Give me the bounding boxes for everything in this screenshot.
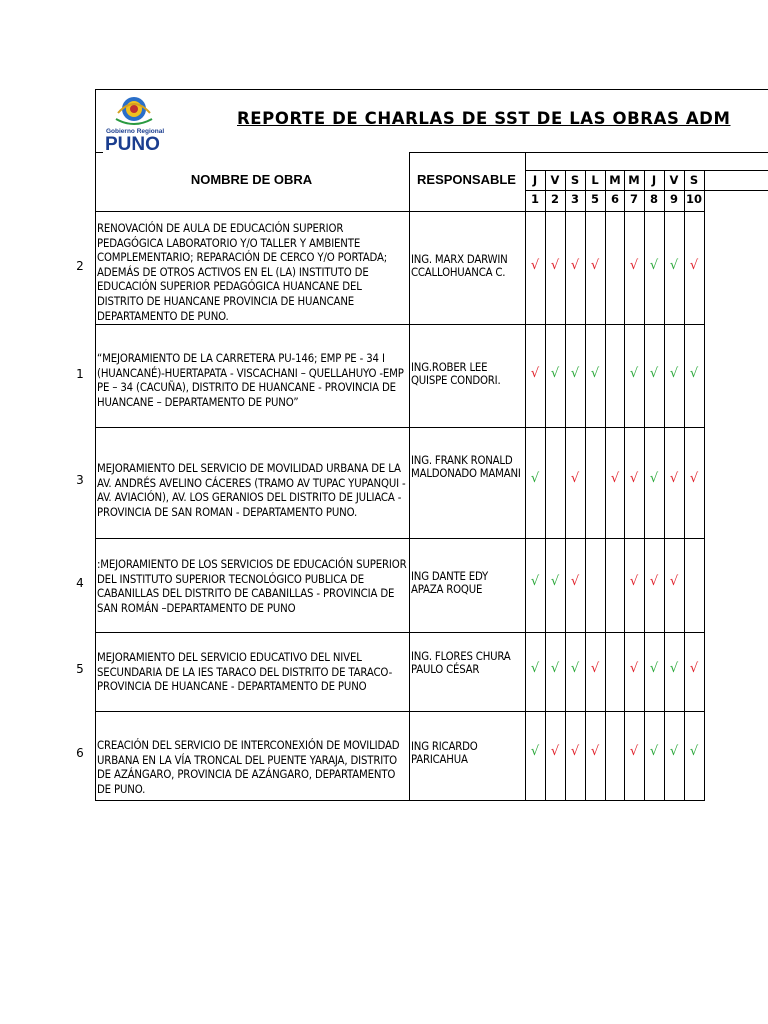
logo-underline [95,152,103,153]
attendance-check-mark: √ [550,258,560,273]
day-letter-header: L [591,173,599,187]
day-letter-header: S [689,173,699,187]
attendance-check-mark: √ [649,258,659,273]
day-letter-header: V [550,173,560,187]
attendance-check-mark: √ [590,366,600,381]
obra-name-cell: CREACIÓN DEL SERVICIO DE INTERCONEXIÓN DE MOVILIDAD URBANA EN LA VÍA TRONCAL DEL PUENTE YARAJA, DISTRITO DE AZÁNGARO, PROVINCIA DE AZÁNGARO, DEPARTAMENTO DE PUNO. [97,739,400,796]
day-letter-header: J [532,173,538,187]
obra-name-cell: MEJORAMIENTO DEL SERVICIO EDUCATIVO DEL NIVEL SECUNDARIA DE LA IES TARACO DEL DISTRITO DE TARACO- PROVINCIA DE HUANCANE - DEPARTAMENTO DE PUNO [97,651,393,694]
responsable-cell: ING. MARX DARWIN CCALLOHUANCA C. [411,253,508,279]
attendance-check-mark: √ [689,661,699,676]
responsable-cell: ING.ROBER LEE QUISPE CONDORI. [411,361,501,387]
logo-emblem-icon [104,95,174,151]
attendance-check-mark: √ [550,366,560,381]
attendance-check-mark: √ [669,366,679,381]
attendance-check-mark: √ [610,471,620,486]
day-number-header: 2 [550,192,559,206]
day-number-header: 8 [649,192,658,206]
day-letter-header: M [609,173,621,187]
logo-big-text: PUNO [105,134,160,151]
attendance-check-mark: √ [530,661,540,676]
attendance-check-mark: √ [590,744,600,759]
responsable-cell: ING. FRANK RONALD MALDONADO MAMANI [411,454,521,480]
attendance-check-mark: √ [629,258,639,273]
header-nombre-de-obra: NOMBRE DE OBRA [190,172,313,187]
responsable-cell: ING RICARDO PARICAHUA [411,740,478,766]
attendance-check-mark: √ [669,744,679,759]
attendance-check-mark: √ [530,744,540,759]
day-header-middle-line [525,190,768,191]
attendance-check-mark: √ [649,366,659,381]
obra-column-divider [409,152,410,800]
row-divider-line [95,632,705,633]
row-number: 3 [76,473,84,487]
row-divider-line [95,427,705,428]
row-number: 6 [76,746,84,760]
row-number: 2 [76,259,84,273]
header-responsable: RESPONSABLE [417,172,516,187]
row-number: 1 [76,367,84,381]
attendance-check-mark: √ [669,258,679,273]
attendance-check-mark: √ [649,744,659,759]
attendance-check-mark: √ [629,661,639,676]
day-number-header: 10 [685,192,702,206]
attendance-check-mark: √ [669,661,679,676]
attendance-check-mark: √ [570,744,580,759]
attendance-check-mark: √ [550,574,560,589]
responsable-cell: ING. FLORES CHURA PAULO CÉSAR [411,650,511,676]
obra-name-cell: RENOVACIÓN DE AULA DE EDUCACIÓN SUPERIOR PEDAGÓGICA LABORATORIO Y/O TALLER Y AMBIENTE COMPLEMENTARIO; REPARACIÓN DE CERCO Y/O PORTADA; ADEMÁS DE OTROS ACTIVOS EN EL (LA) INSTITUTO DE EDUCACIÓN SUPERIOR PEDAGÓGICA HUANCANE DEL DISTRITO DE HUANCANE PROVINCIA DE HUANCANE DEPARTAMENTO DE PUNO. [97,222,388,323]
attendance-check-mark: √ [570,366,580,381]
header-divider-line [409,152,768,153]
day-letter-header: V [669,173,679,187]
day-letter-header: J [651,173,657,187]
logo-small-text: Gobierno Regional [106,128,165,135]
attendance-check-mark: √ [649,661,659,676]
report-title: REPORTE DE CHARLAS DE SST DE LAS OBRAS ADM [237,109,731,128]
table-top-border [95,89,768,90]
attendance-check-mark: √ [669,471,679,486]
day-number-header: 7 [629,192,638,206]
attendance-check-mark: √ [570,471,580,486]
attendance-check-mark: √ [570,661,580,676]
attendance-check-mark: √ [530,366,540,381]
table-left-border [95,89,96,800]
attendance-check-mark: √ [550,744,560,759]
attendance-check-mark: √ [689,744,699,759]
attendance-check-mark: √ [590,258,600,273]
day-number-header: 3 [570,192,579,206]
gobierno-regional-puno-logo [104,95,174,151]
row-number: 5 [76,662,84,676]
day-header-top-line [525,170,768,171]
day-number-header: 9 [669,192,678,206]
day-letter-header: S [570,173,580,187]
day-number-header: 6 [610,192,619,206]
attendance-check-mark: √ [629,471,639,486]
responsable-cell: ING DANTE EDY APAZA ROQUE [411,570,488,596]
attendance-check-mark: √ [629,574,639,589]
attendance-check-mark: √ [530,258,540,273]
attendance-check-mark: √ [649,574,659,589]
attendance-check-mark: √ [629,744,639,759]
row-divider-line [95,711,705,712]
obra-name-cell: MEJORAMIENTO DEL SERVICIO DE MOVILIDAD URBANA DE LA AV. ANDRÉS AVELINO CÁCERES (TRAMO AV TUPAC YUPANQUI - AV. AVIACIÓN), AV. LOS GERANIOS DEL DISTRITO DE JULIACA - PROVINCIA DE SAN ROMAN - DEPARTAMENTO PUNO. [97,462,406,519]
attendance-check-mark: √ [689,366,699,381]
day-number-header: 1 [530,192,539,206]
attendance-check-mark: √ [570,574,580,589]
row-divider-line [95,211,705,212]
attendance-check-mark: √ [689,258,699,273]
row-number: 4 [76,576,84,590]
obra-name-cell: “MEJORAMIENTO DE LA CARRETERA PU-146; EMP PE - 34 I (HUANCANÉ)-HUERTAPATA - VISCACHANI – QUELLAHUYO -EMP PE – 34 (CACUÑA), DISTRITO DE HUANCANE - PROVINCIA DE HUANCANE – DEPARTAMENTO DE PUNO” [97,352,404,409]
attendance-check-mark: √ [649,471,659,486]
row-divider-line [95,538,705,539]
attendance-check-mark: √ [590,661,600,676]
day-column-divider [704,170,705,800]
attendance-check-mark: √ [629,366,639,381]
attendance-check-mark: √ [550,661,560,676]
row-divider-line [95,800,705,801]
attendance-check-mark: √ [570,258,580,273]
attendance-check-mark: √ [530,574,540,589]
attendance-check-mark: √ [689,471,699,486]
day-number-header: 5 [590,192,599,206]
obra-name-cell: :MEJORAMIENTO DE LOS SERVICIOS DE EDUCACIÓN SUPERIOR DEL INSTITUTO SUPERIOR TECNOLÓGICO PUBLICA DE CABANILLAS DEL DISTRITO DE CABANILLAS - PROVINCIA DE SAN ROMÁN –DEPARTAMENTO DE PUNO [97,558,407,615]
attendance-check-mark: √ [669,574,679,589]
attendance-check-mark: √ [530,471,540,486]
day-letter-header: M [628,173,640,187]
